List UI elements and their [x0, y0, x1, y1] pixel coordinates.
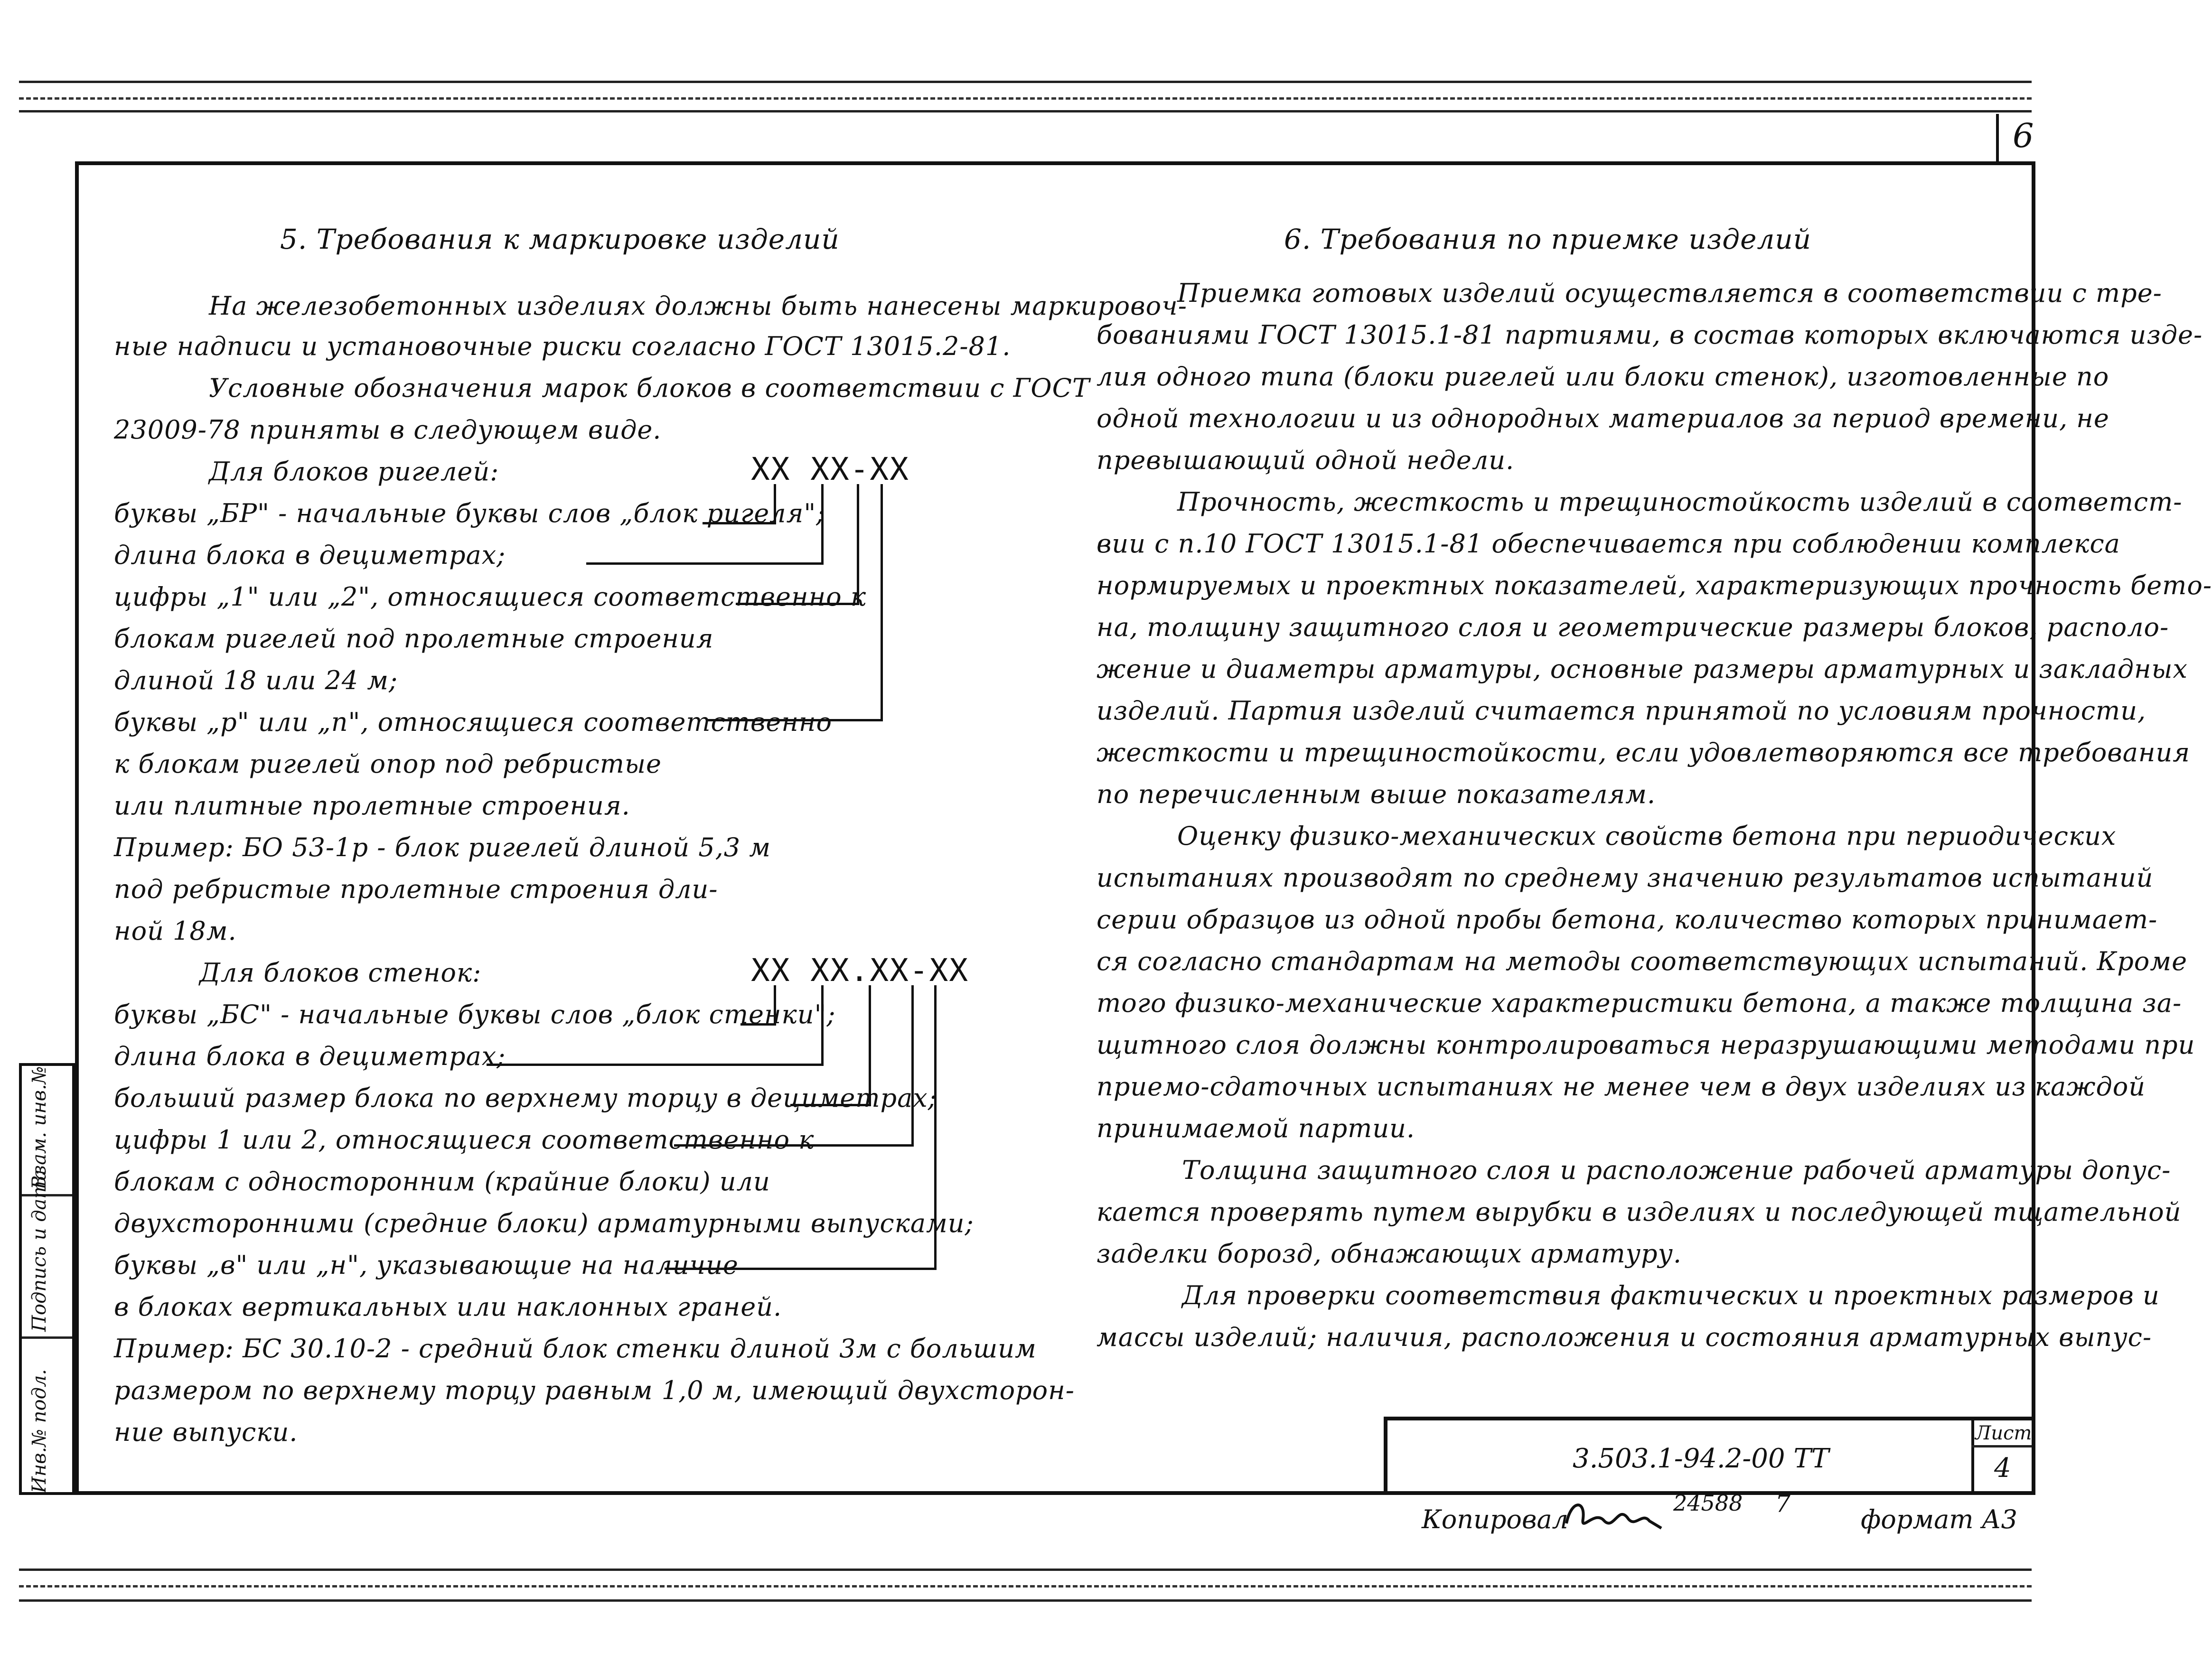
right-heading: 6. Требования по приемке изделий: [1284, 223, 1812, 255]
right-line: Оценку физико-механических свойств бетона при периодических: [1177, 821, 2117, 851]
right-line: лия одного типа (блоки ригелей или блоки стенок), изготовленные по: [1097, 362, 2109, 392]
bottom-rule-1: [19, 1569, 2032, 1571]
left-line: Условные обозначения марок блоков в соответствии с ГОСТ: [209, 373, 1090, 403]
left-line: буквы „р" или „п", относящиеся соответственно: [114, 707, 832, 737]
top-rule-1: [19, 81, 2032, 83]
document-code: 3.503.1-94.2-00 ТТ: [1573, 1443, 1829, 1474]
right-line: заделки борозд, обнажающих арматуру.: [1097, 1239, 1682, 1269]
left-line: длиной 18 или 24 м;: [114, 665, 398, 695]
left-heading: 5. Требования к маркировке изделий: [280, 223, 840, 255]
right-line: Толщина защитного слоя и расположение рабочей арматуры допус-: [1182, 1155, 2171, 1185]
title-block: [1384, 1417, 2035, 1495]
left-line: блокам ригелей под пролетные строения: [114, 624, 714, 654]
sheet-label: Лист: [1975, 1422, 2032, 1444]
copy-number: 7: [1775, 1490, 1790, 1518]
right-line: Приемка готовых изделий осуществляется в соответствии с тре-: [1177, 278, 2162, 308]
top-rule-2: [19, 97, 2032, 100]
bottom-rule-3: [19, 1599, 2032, 1602]
page-corner-number: 6: [2013, 116, 2034, 155]
left-line: блокам с односторонним (крайние блоки) или: [114, 1167, 770, 1196]
sheet-number: 4: [1994, 1453, 2011, 1484]
side-stamp-inv: Инв.№ подл.: [28, 1369, 50, 1493]
left-line: Пример: БС 30.10-2 - средний блок стенки длиной 3м с большим: [114, 1334, 1037, 1363]
right-line: нормируемых и проектных показателей, характеризующих прочность бето-: [1097, 570, 2212, 600]
left-line: буквы „в" или „н", указывающие на наличие: [114, 1250, 739, 1280]
left-line: двухсторонними (средние блоки) арматурными выпусками;: [114, 1208, 974, 1238]
right-line: бованиями ГОСТ 13015.1-81 партиями, в состав которых включаются изде-: [1097, 320, 2203, 350]
right-line: на, толщину защитного слоя и геометрические размеры блоков, располо-: [1097, 612, 2169, 642]
left-line: Пример: БО 53-1р - блок ригелей длиной 5,3 м: [114, 832, 771, 862]
left-line: На железобетонных изделиях должны быть нанесены маркировоч-: [209, 291, 1187, 321]
right-line: ся согласно стандартам на методы соответствующих испытаний. Кроме: [1097, 946, 2188, 976]
left-line: размером по верхнему торцу равным 1,0 м, имеющий двухсторон-: [114, 1375, 1075, 1405]
right-line: жесткости и трещиностойкости, если удовлетворяются все требования: [1097, 738, 2191, 767]
left-line: или плитные пролетные строения.: [114, 791, 630, 821]
right-line: испытаниях производят по среднему значению результатов испытаний: [1097, 863, 2154, 893]
right-line: Прочность, жесткость и трещиностойкость изделий в соответст-: [1177, 487, 2183, 517]
right-line: щитного слоя должны контролироваться неразрушающими методами при: [1097, 1030, 2195, 1060]
side-stamp-replace: Взам. инв.№: [28, 1066, 50, 1189]
left-line: ние выпуски.: [114, 1417, 298, 1447]
side-stamp: [19, 1063, 75, 1495]
right-line: жение и диаметры арматуры, основные размеры арматурных и закладных: [1097, 654, 2188, 684]
left-line: 23009-78 приняты в следующем виде.: [114, 415, 662, 445]
right-line: одной технологии и из однородных материалов за период времени, не: [1097, 403, 2109, 433]
left-line: больший размер блока по верхнему торцу в дециметрах;: [114, 1083, 937, 1113]
right-line: Для проверки соответствия фактических и проектных размеров и: [1182, 1280, 2160, 1310]
copyist-signature: [1562, 1495, 1666, 1538]
right-line: вии с п.10 ГОСТ 13015.1-81 обеспечивается при соблюдении комплекса: [1097, 529, 2120, 559]
right-line: изделий. Партия изделий считается принятой по условиям прочности,: [1097, 696, 2146, 726]
top-rule-3: [19, 110, 2032, 112]
right-line: массы изделий; наличия, расположения и состояния арматурных выпус-: [1097, 1322, 2152, 1352]
copied-label: Копировал: [1422, 1504, 1568, 1534]
right-line: принимаемой партии.: [1097, 1113, 1415, 1143]
right-line: по перечисленным выше показателям.: [1097, 779, 1656, 809]
left-line: длина блока в дециметрах;: [114, 1041, 506, 1071]
corner-divider: [1996, 114, 1999, 161]
code-stenka: ХХ ХХ.ХХ-ХХ: [751, 952, 969, 989]
right-line: серии образцов из одной пробы бетона, количество которых принимает-: [1097, 905, 2158, 934]
right-line: приемо-сдаточных испытаниях не менее чем в двух изделиях из каждой: [1097, 1072, 2146, 1102]
left-line: цифры „1" или „2", относящиеся соответственно к: [114, 582, 867, 612]
right-line: кается проверять путем вырубки в изделиях и последующей тщательной: [1097, 1197, 2182, 1227]
left-line: ной 18м.: [114, 916, 237, 946]
left-line: в блоках вертикальных или наклонных граней.: [114, 1292, 782, 1322]
left-line: ные надписи и установочные риски согласно ГОСТ 13015.2-81.: [114, 331, 1011, 361]
left-line: цифры 1 или 2, относящиеся соответственно к: [114, 1125, 815, 1155]
format-label: формат А3: [1861, 1504, 2017, 1534]
side-stamp-signature: Подпись и дата: [28, 1169, 50, 1332]
left-line: длина блока в дециметрах;: [114, 540, 506, 570]
code-rigel: ХХ ХХ-ХХ: [751, 451, 909, 487]
left-line: буквы „БР" - начальные буквы слов „блок ригеля";: [114, 498, 825, 528]
left-line: под ребристые пролетные строения дли-: [114, 874, 718, 904]
left-line: к блокам ригелей опор под ребристые: [114, 749, 662, 779]
left-line: Для блоков стенок:: [199, 958, 482, 988]
order-number: 24588: [1673, 1490, 1743, 1516]
right-line: того физико-механические характеристики бетона, а также толщина за-: [1097, 988, 2182, 1018]
right-line: превышающий одной недели.: [1097, 445, 1515, 475]
left-line: Для блоков ригелей:: [209, 457, 499, 486]
left-line: буквы „БС" - начальные буквы слов „блок стенки";: [114, 999, 836, 1029]
bottom-rule-2: [19, 1585, 2032, 1587]
